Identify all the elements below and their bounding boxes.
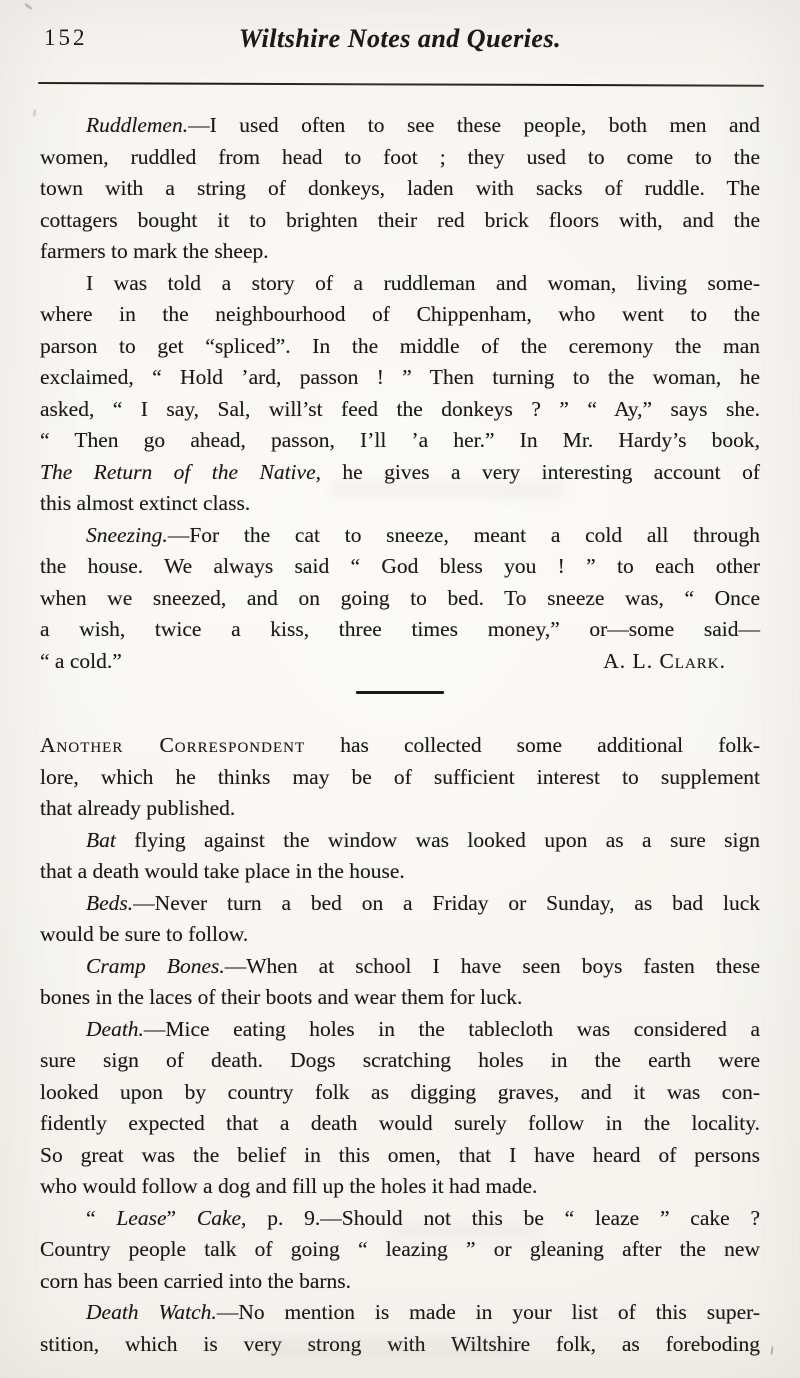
text-segment: —When at school I have seen boys fasten these — [224, 953, 761, 978]
text-segment: corn has been carried into the barns. — [40, 1268, 352, 1293]
text-segment: sure sign of death. Dogs scratching holes in the earth were — [40, 1048, 760, 1072]
text-segment: —For the cat to sneeze, meant a cold all through — [167, 522, 760, 547]
text-segment: when we sneezed, and on going to bed. To sneeze was, “ Once — [40, 585, 760, 610]
italic-text: The Return of the Native — [40, 459, 316, 484]
text-segment: has collected some additional folk- — [305, 733, 761, 757]
text-line — [40, 1108, 760, 1140]
italic-text: Cramp Bones. — [86, 953, 225, 978]
text-segment: cottagers bought it to brighten their red brick floors with, and the — [40, 207, 760, 232]
paragraph — [40, 110, 760, 268]
text-segment: Country people talk of going “ leazing ” or gleaning after the new — [40, 1237, 760, 1261]
text-line — [40, 236, 760, 268]
paragraph — [40, 888, 760, 951]
text-segment: So great was the belief in this omen, that I have heard of persons — [40, 1142, 760, 1167]
text-line — [40, 205, 760, 237]
text-segment: flying against the window was looked upon as a sure sign — [115, 827, 760, 852]
page-body — [40, 110, 760, 1360]
text-segment: stition, which is very strong with Wiltshire folk, as foreboding — [40, 1331, 760, 1356]
text-line — [40, 394, 760, 426]
header-rule — [38, 82, 764, 87]
text-line — [40, 142, 760, 174]
paragraph — [40, 825, 760, 888]
italic-text: Ruddlemen. — [86, 113, 189, 137]
italic-text: Beds. — [86, 890, 134, 915]
text-segment: would be sure to follow. — [40, 922, 249, 946]
text-segment: “ Then go ahead, passon, I’ll ’a her.” In Mr. Hardy’s book, — [40, 428, 760, 452]
italic-text: Bat — [86, 827, 116, 852]
text-segment: town with a string of donkeys, laden with sacks of ruddle. The — [40, 176, 760, 200]
text-segment: that already published. — [40, 796, 236, 820]
text-line — [40, 762, 760, 794]
text-segment: ” — [166, 1205, 197, 1230]
text-line — [40, 730, 760, 762]
text-segment: this almost extinct class. — [40, 491, 251, 515]
text-line — [40, 793, 760, 825]
text-segment: farmers to mark the sheep. — [40, 239, 269, 263]
text-line — [40, 1014, 760, 1046]
section-divider-line — [356, 691, 444, 694]
text-segment: bones in the laces of their boots and wear them for luck. — [40, 985, 523, 1009]
text-segment: looked upon by country folk as digging graves, and it was con- — [40, 1079, 760, 1104]
text-line — [40, 1266, 760, 1298]
text-line — [40, 425, 760, 457]
italic-text: Lease — [116, 1205, 167, 1230]
text-line — [40, 583, 760, 615]
text-segment: exclaimed, “ Hold ’ard, passon ! ” Then turning to the woman, he — [40, 365, 760, 389]
italic-text: Death Watch. — [86, 1300, 217, 1324]
text-line — [40, 299, 760, 331]
paragraph — [40, 1203, 760, 1298]
text-segment: lore, which he thinks may be of sufficient interest to supplement — [40, 764, 760, 789]
scan-smudge — [255, 1341, 520, 1355]
text-line — [40, 110, 760, 142]
text-segment: who would follow a dog and fill up the holes it had made. — [40, 1174, 538, 1198]
text-segment: , p. 9.—Should not this be “ leaze ” cake ? — [241, 1205, 760, 1230]
text-line — [40, 1234, 760, 1266]
section-divider — [40, 691, 760, 694]
text-line — [40, 982, 760, 1014]
text-line — [40, 614, 760, 646]
italic-text: Cake — [196, 1205, 242, 1230]
text-line — [40, 856, 760, 888]
text-line — [40, 825, 760, 857]
text-segment: the house. We always said “ God bless you ! ” to each other — [40, 554, 760, 578]
text-line — [40, 1171, 760, 1203]
text-segment: “ — [86, 1205, 117, 1230]
scan-speck — [32, 109, 36, 117]
smallcaps-text: A. L. Clark. — [603, 648, 726, 673]
text-line — [40, 1077, 760, 1109]
text-line — [40, 888, 760, 920]
text-line — [40, 1297, 760, 1329]
text-line — [40, 520, 760, 552]
scan-smudge — [390, 1224, 540, 1237]
text-line — [40, 331, 760, 363]
text-segment: women, ruddled from head to foot ; they used to come to the — [40, 144, 760, 169]
italic-text: Death. — [86, 1016, 144, 1041]
text-segment: asked, “ I say, Sal, will’st feed the donkeys ? ” “ Ay,” says she. — [40, 396, 760, 421]
text-line — [40, 1140, 760, 1172]
text-segment: —No mention is made in your list of this super- — [216, 1300, 760, 1324]
text-segment: —Mice eating holes in the tablecloth was considered a — [143, 1016, 760, 1041]
page-header — [0, 0, 800, 70]
paragraph — [40, 520, 760, 678]
text-line — [40, 362, 760, 394]
italic-text: Sneezing. — [86, 522, 168, 547]
text-segment: —Never turn a bed on a Friday or Sunday, as bad luck — [133, 890, 760, 915]
text-segment: —I used often to see these people, both men and — [188, 113, 760, 137]
scan-speck — [770, 1346, 773, 1355]
text-segment: I was told a story of a ruddleman and woman, living some- — [86, 270, 760, 295]
text-line — [40, 268, 760, 300]
paragraph — [40, 1014, 760, 1203]
text-segment: where in the neighbourhood of Chippenham, who went to the — [40, 302, 760, 326]
text-segment: fidently expected that a death would surely follow in the locality. — [40, 1111, 760, 1135]
text-segment: “ a cold.” — [40, 648, 122, 673]
text-segment: that a death would take place in the house. — [40, 859, 405, 883]
scan-smudge — [330, 482, 565, 497]
text-line — [40, 551, 760, 583]
paragraph — [40, 730, 760, 825]
page-number: 152 — [44, 25, 88, 50]
smallcaps-text: Another Correspondent — [40, 733, 306, 757]
quote-text — [40, 646, 122, 678]
text-segment: , he gives a very interesting account of — [315, 459, 760, 484]
text-segment: parson to get “spliced”. In the middle of the ceremony the man — [40, 333, 760, 358]
text-line — [40, 173, 760, 205]
text-segment: a wish, twice a kiss, three times money,” or—some said— — [40, 617, 760, 641]
signature — [603, 646, 726, 678]
paragraph — [40, 951, 760, 1014]
running-head: Wiltshire Notes and Queries. — [238, 24, 562, 53]
text-line — [40, 1045, 760, 1077]
text-line — [40, 951, 760, 983]
text-line — [40, 919, 760, 951]
text-line — [40, 646, 760, 678]
